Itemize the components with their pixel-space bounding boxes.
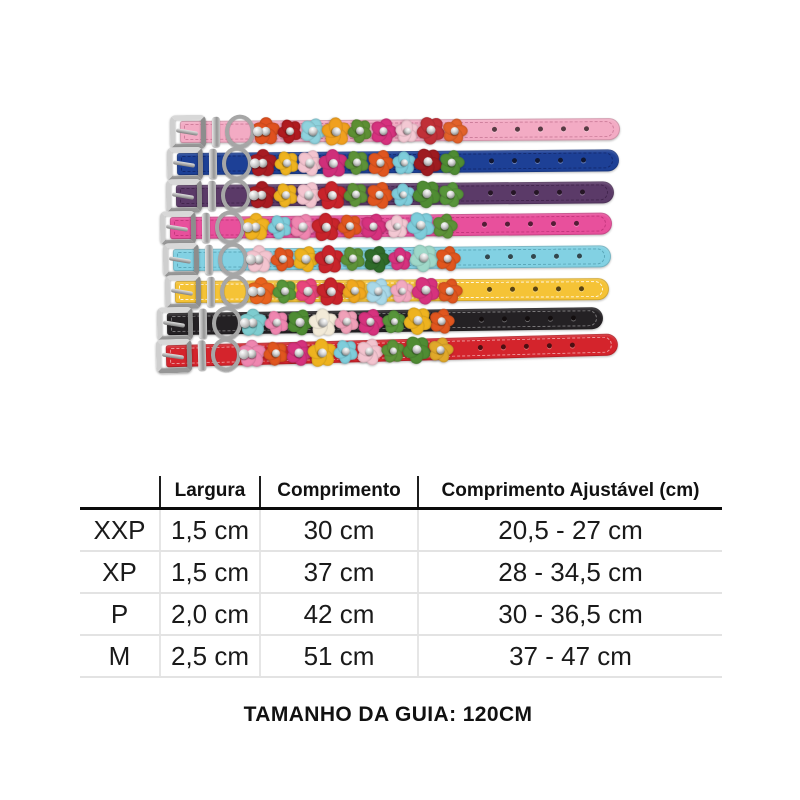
table-row-xxp [80, 509, 722, 552]
punch-hole [571, 315, 576, 320]
punch-hole [548, 316, 553, 321]
punch-hole [580, 190, 585, 195]
punch-hole [557, 190, 562, 195]
keeper-loop [212, 117, 220, 147]
d-ring-icon [225, 115, 255, 149]
keeper-loop [207, 277, 215, 307]
punch-hole [501, 344, 506, 349]
punch-hole [538, 127, 543, 132]
keeper-loop [202, 213, 210, 243]
punch-hole [510, 287, 515, 292]
cell-largura: 1,5 cm [160, 509, 260, 552]
cell-size: XP [80, 551, 160, 593]
leash-size-caption: TAMANHO DA GUIA: 120CM [243, 703, 533, 726]
punch-hole [488, 190, 493, 195]
punch-hole [511, 190, 516, 195]
buckle-pin [163, 320, 185, 327]
cell-comprimento: 37 cm [260, 551, 418, 593]
buckle-icon [156, 339, 193, 374]
punch-hole [492, 127, 497, 132]
buckle-icon [163, 243, 199, 277]
punch-hole [528, 221, 533, 226]
cell-size: P [80, 593, 160, 635]
punch-hole [531, 254, 536, 259]
d-ring-icon [218, 242, 248, 276]
buckle-pin [166, 224, 188, 232]
keeper-loop [208, 181, 216, 211]
d-ring-icon [220, 275, 250, 309]
table-row-m [80, 635, 722, 677]
header-blank [80, 476, 160, 509]
rivet-stud [249, 190, 259, 200]
rivet-stud [253, 126, 263, 136]
punch-hole [505, 222, 510, 227]
punch-hole [524, 344, 529, 349]
buckle-pin [169, 256, 191, 264]
punch-hole [547, 343, 552, 348]
punch-hole [574, 221, 579, 226]
punch-hole [525, 316, 530, 321]
header-comprimento-ajustavel: Comprimento Ajustável (cm) [418, 476, 722, 509]
punch-hole [558, 158, 563, 163]
cell-largura: 1,5 cm [160, 551, 260, 593]
buckle-icon [157, 307, 193, 341]
punch-hole [482, 222, 487, 227]
cell-comprimento: 30 cm [260, 509, 418, 552]
punch-hole [487, 287, 492, 292]
punch-hole [535, 158, 540, 163]
size-table [80, 476, 722, 678]
rivet-stud [240, 318, 250, 328]
punch-hole [478, 345, 483, 350]
buckle-icon [170, 115, 206, 149]
punch-hole [579, 286, 584, 291]
cell-comprimento: 51 cm [260, 635, 418, 677]
punch-hole [508, 254, 513, 259]
cell-ajustavel: 28 - 34,5 cm [418, 551, 722, 593]
rivet-stud [248, 286, 258, 296]
keeper-loop [205, 245, 213, 275]
cell-largura: 2,5 cm [160, 635, 260, 677]
punch-hole [534, 190, 539, 195]
buckle-pin [162, 352, 184, 359]
cell-largura: 2,0 cm [160, 593, 260, 635]
buckle-icon [160, 211, 196, 245]
buckle-pin [173, 160, 195, 168]
cell-size: M [80, 635, 160, 677]
punch-hole [515, 127, 520, 132]
punch-hole [561, 126, 566, 131]
flower-applique [423, 333, 456, 366]
size-table-header-row [80, 476, 722, 509]
punch-hole [479, 317, 484, 322]
cell-size: XXP [80, 509, 160, 552]
cell-ajustavel: 37 - 47 cm [418, 635, 722, 677]
header-largura: Largura [160, 476, 260, 509]
punch-hole [533, 287, 538, 292]
buckle-pin [172, 192, 194, 200]
rivet-stud [246, 254, 256, 264]
punch-hole [554, 254, 559, 259]
buckle-pin [171, 288, 193, 296]
punch-hole [489, 158, 494, 163]
punch-hole [551, 221, 556, 226]
punch-hole [502, 316, 507, 321]
punch-hole [584, 126, 589, 131]
punch-hole [577, 254, 582, 259]
keeper-loop [199, 309, 207, 339]
keeper-loop [198, 340, 207, 370]
cell-ajustavel: 30 - 36,5 cm [418, 593, 722, 635]
rivet-stud [250, 158, 260, 168]
table-row-p [80, 593, 722, 635]
cell-ajustavel: 20,5 - 27 cm [418, 509, 722, 552]
buckle-pin [176, 128, 198, 136]
table-row-xp [80, 551, 722, 593]
d-ring-icon [221, 178, 251, 212]
buckle-icon [166, 179, 202, 213]
d-ring-icon [222, 146, 252, 180]
d-ring-icon [215, 210, 245, 244]
rivet-stud [243, 222, 253, 232]
keeper-loop [209, 149, 217, 179]
punch-hole [581, 158, 586, 163]
buckle-icon [165, 275, 201, 309]
header-comprimento: Comprimento [260, 476, 418, 509]
punch-hole [556, 286, 561, 291]
punch-hole [485, 254, 490, 259]
punch-hole [512, 158, 517, 163]
punch-hole [570, 343, 575, 348]
cell-comprimento: 42 cm [260, 593, 418, 635]
buckle-icon [167, 147, 203, 181]
